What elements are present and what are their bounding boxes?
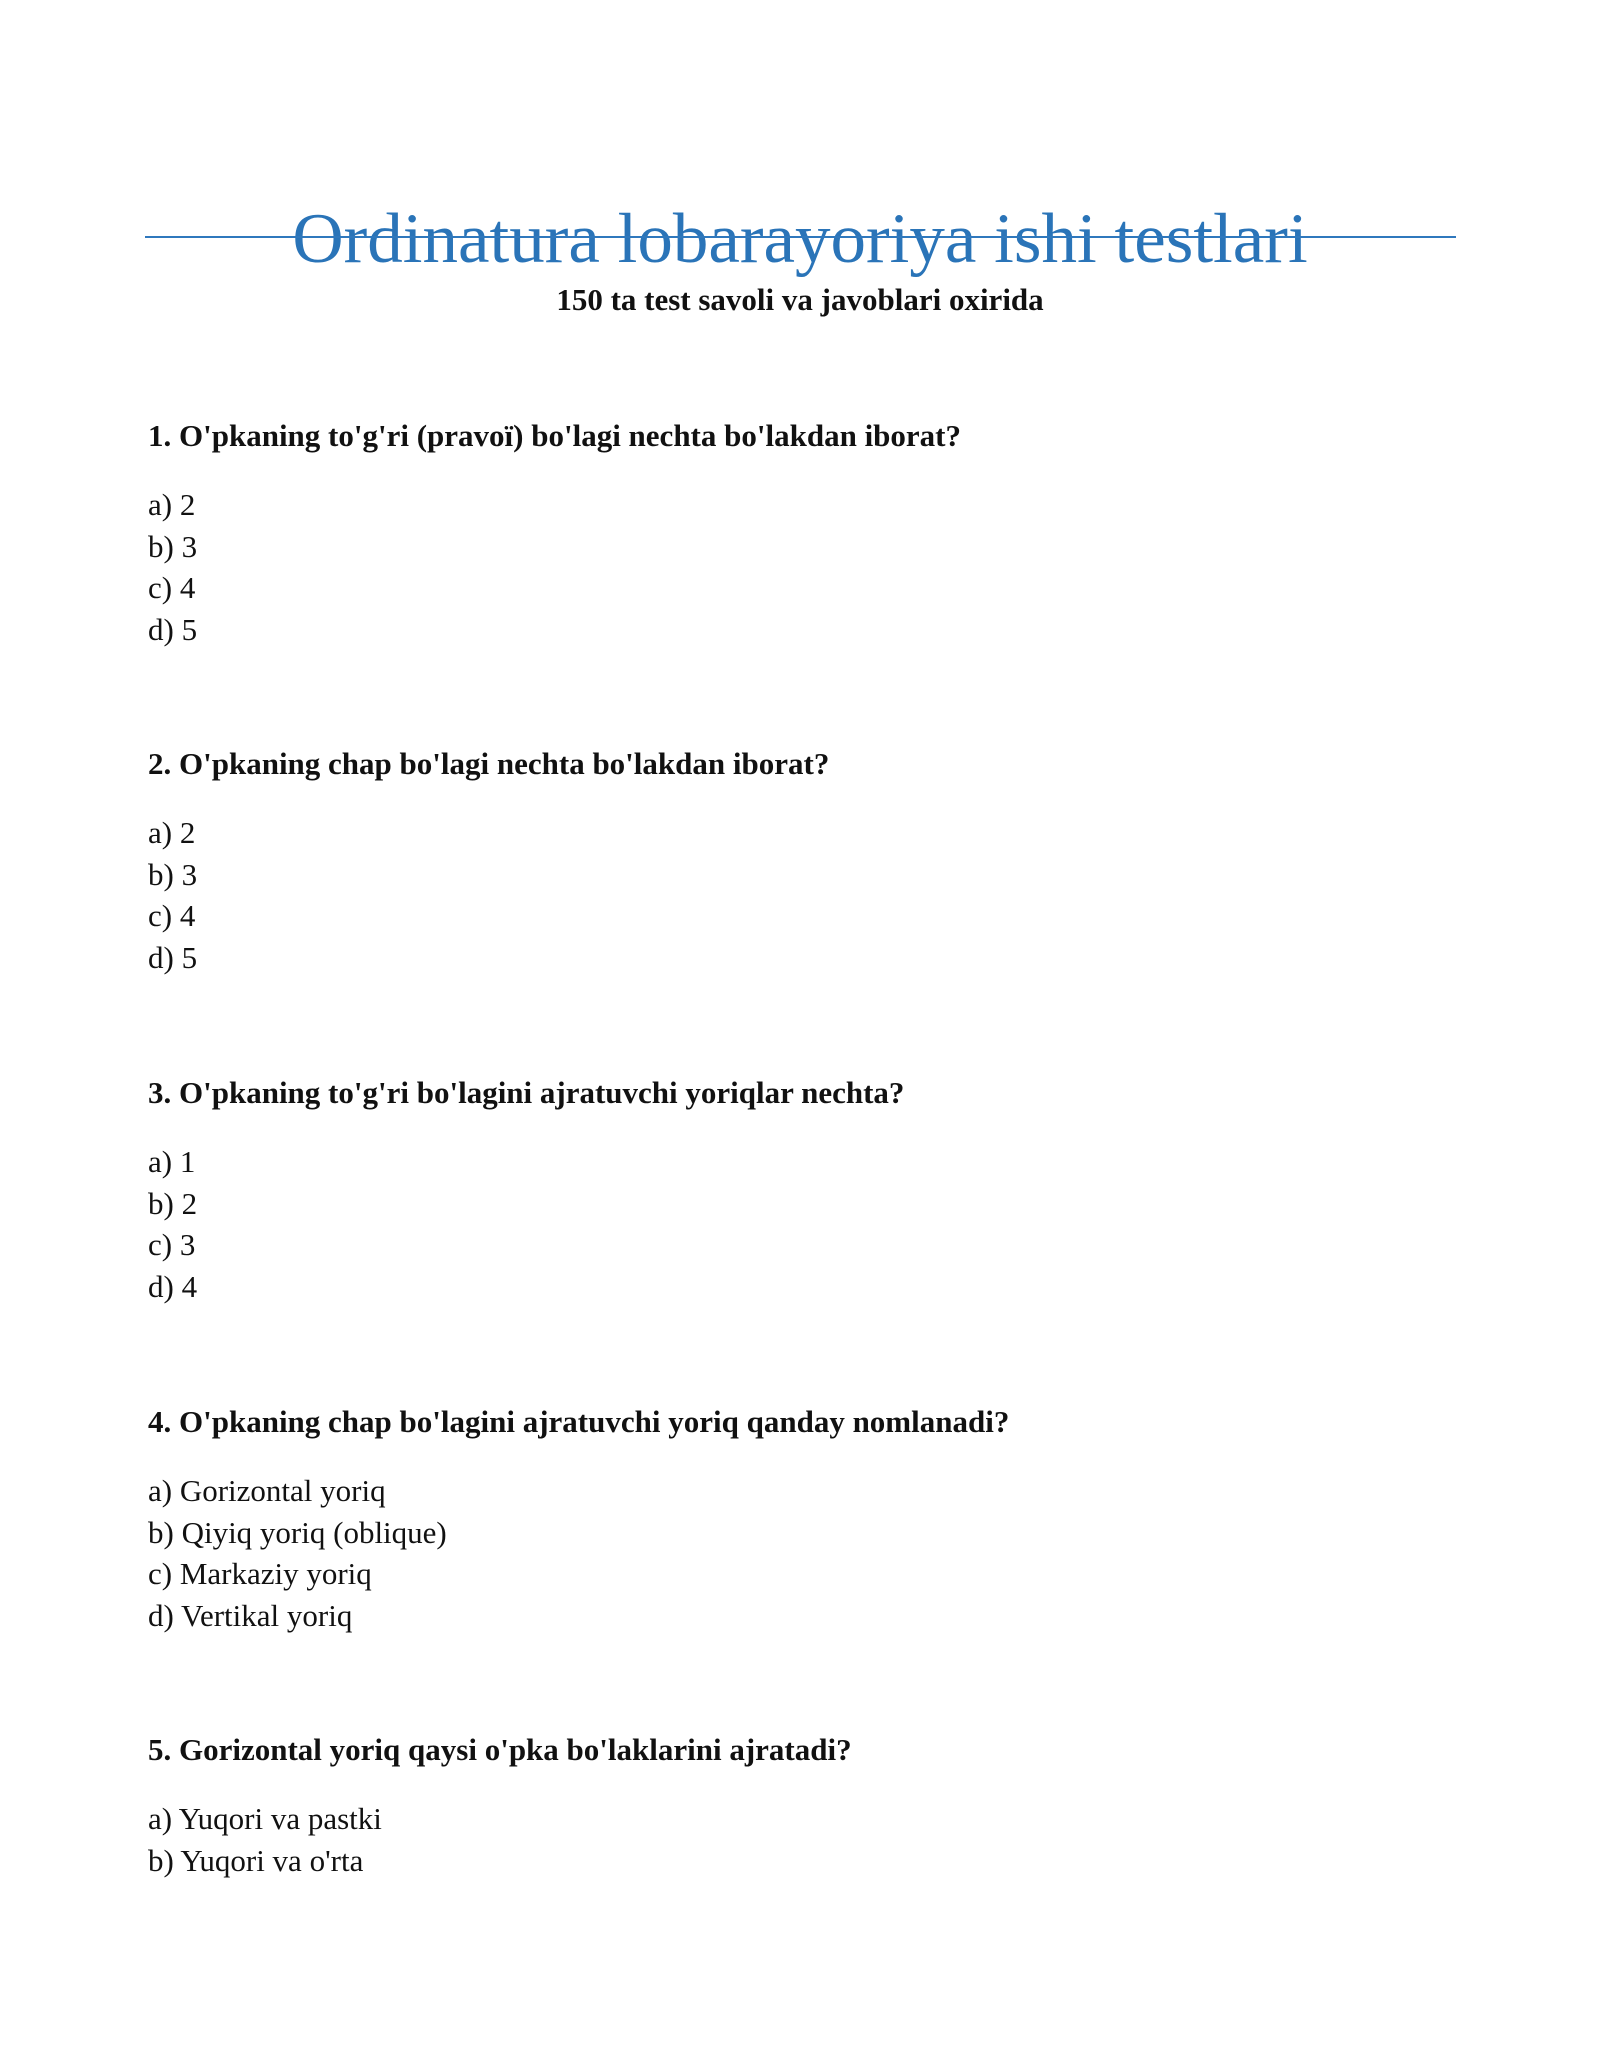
question-text: 1. O'pkaning to'g'ri (pravoï) bo'lagi nechta bo'lakdan iborat? [148,418,962,453]
answer-option: d) 5 [148,939,198,975]
answer-option: b) 2 [148,1185,198,1221]
question-text: 4. O'pkaning chap bo'lagini ajratuvchi yoriq qanday nomlanadi? [148,1404,1010,1439]
answer-option: d) 5 [148,611,198,647]
question-text: 2. O'pkaning chap bo'lagi nechta bo'lakdan iborat? [148,746,830,781]
answer-option: d) Vertikal yoriq [148,1597,353,1633]
question-text: 5. Gorizontal yoriq qaysi o'pka bo'laklarini ajratadi? [148,1732,852,1767]
title-divider [145,236,1456,238]
answer-option: a) Yuqori va pastki [148,1801,382,1836]
answer-option: a) 2 [148,487,196,522]
page-title: Ordinatura lobarayoriya ishi testlari [292,199,1308,278]
answer-option: c) Markaziy yoriq [148,1556,372,1591]
answer-list [148,1141,1448,1307]
question-3 [148,1073,1448,1307]
answer-option: c) 4 [148,898,196,933]
question-1 [148,416,1448,650]
answer-option: b) 3 [148,856,198,892]
question-text: 3. O'pkaning to'g'ri bo'lagini ajratuvchi yoriqlar nechta? [148,1075,905,1110]
answer-option: a) 2 [148,815,196,850]
answer-list [148,1470,1448,1636]
page-subtitle: 150 ta test savoli va javoblari oxirida [556,282,1044,317]
answer-list [148,1798,1448,1881]
answer-option: c) 3 [148,1227,196,1262]
question-5 [148,1730,1448,1881]
answer-option: c) 4 [148,570,196,605]
question-4 [148,1402,1448,1636]
answer-option: a) Gorizontal yoriq [148,1473,386,1508]
question-2 [148,744,1448,978]
answer-option: b) 3 [148,528,198,564]
answer-list [148,484,1448,650]
answer-option: d) 4 [148,1268,198,1304]
answer-option: b) Yuqori va o'rta [148,1842,364,1878]
answer-option: b) Qiyiq yoriq (oblique) [148,1514,447,1550]
answer-list [148,812,1448,978]
answer-option: a) 1 [148,1144,196,1179]
